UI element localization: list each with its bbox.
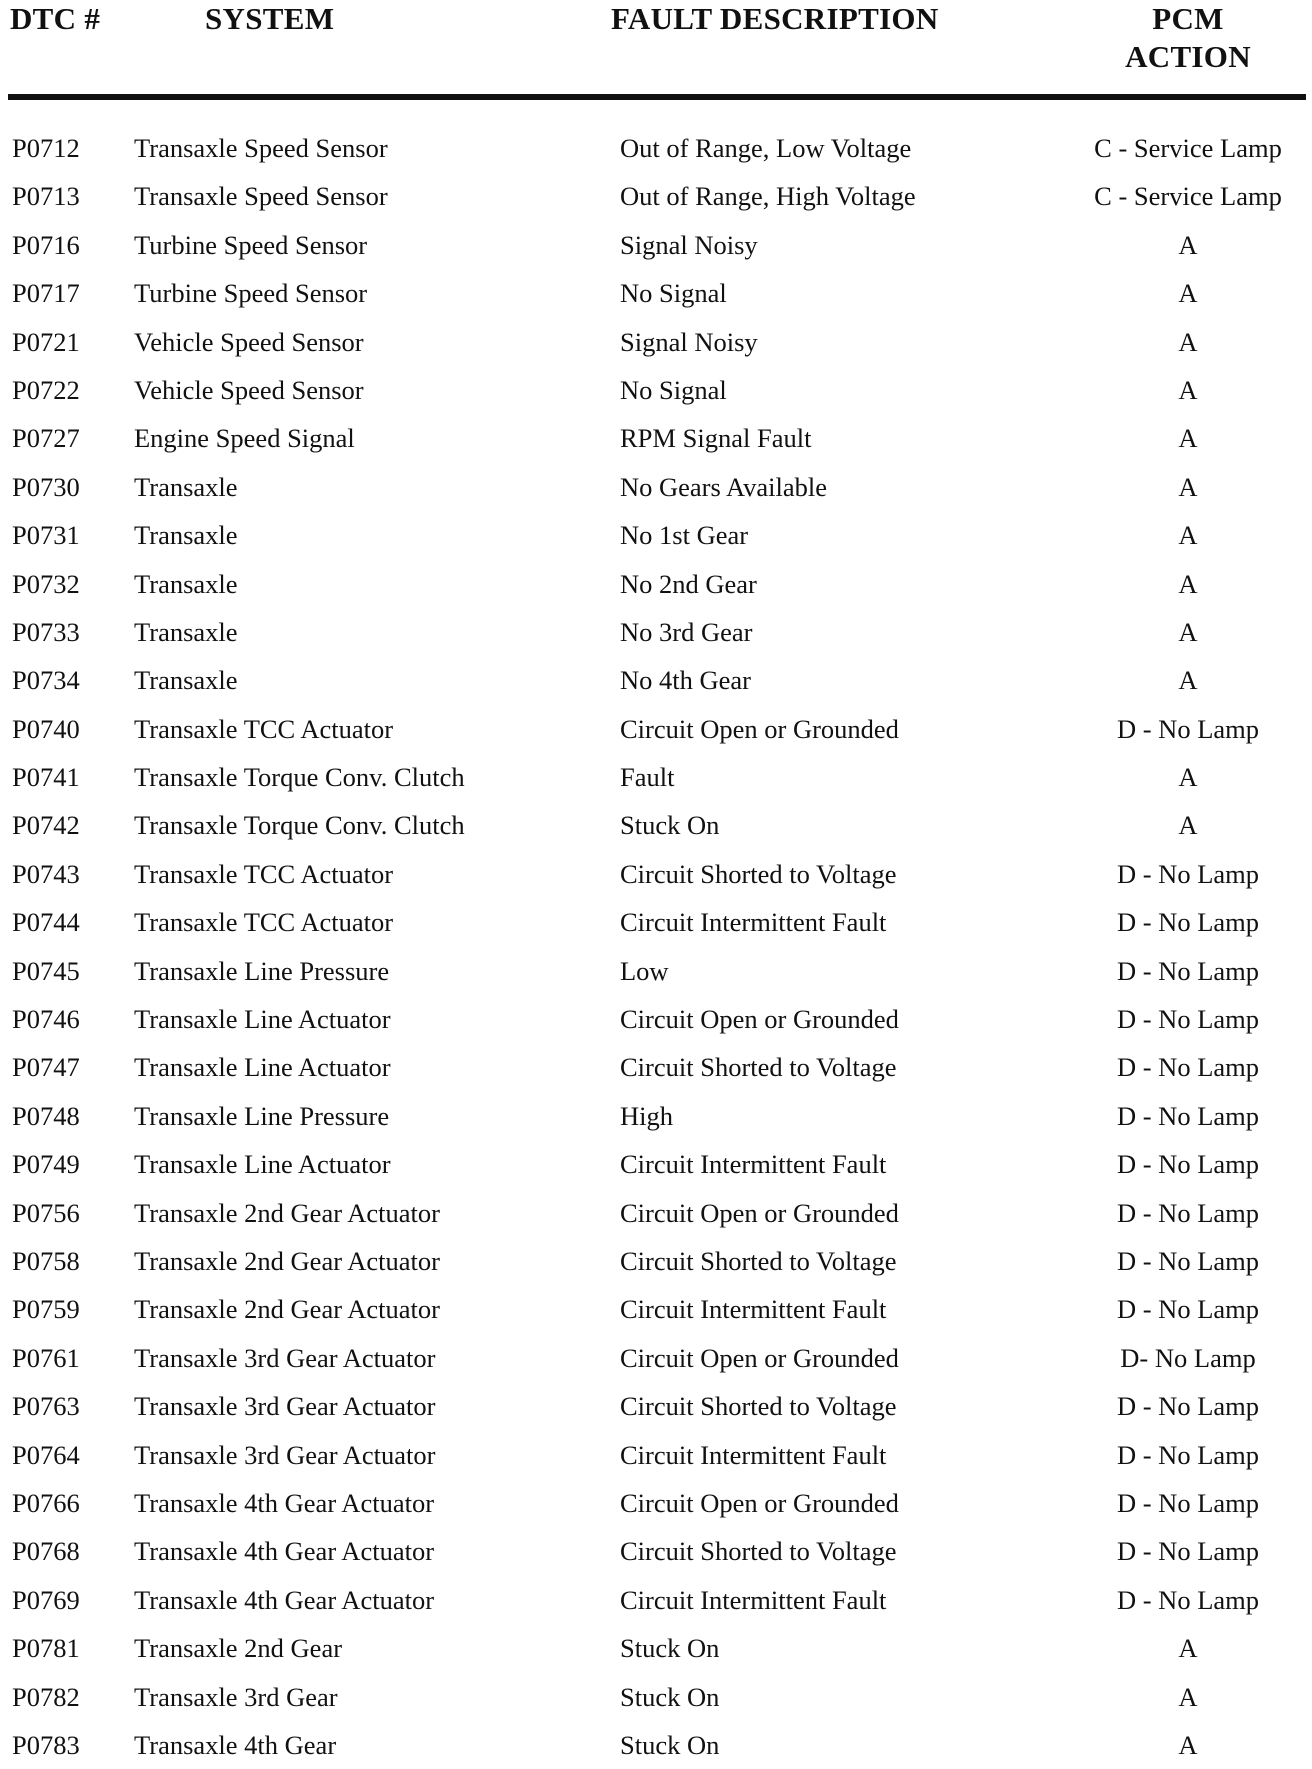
fault-description: Circuit Intermittent Fault [620, 1584, 887, 1615]
fault-description: Circuit Shorted to Voltage [620, 1245, 897, 1276]
table-row [0, 1721, 1312, 1769]
system-name: Transaxle TCC Actuator [134, 858, 394, 889]
table-row [0, 995, 1312, 1043]
header-pcm-line1: PCM [1152, 1, 1224, 36]
pcm-action: A [1178, 1681, 1198, 1712]
pcm-action: D - No Lamp [1116, 1052, 1260, 1083]
table-row [0, 511, 1312, 559]
dtc-code: P0734 [12, 665, 80, 696]
pcm-action: D - No Lamp [1116, 1100, 1260, 1131]
table-row [0, 269, 1312, 317]
dtc-code: P0745 [12, 955, 80, 986]
system-name: Transaxle [134, 568, 238, 599]
pcm-action: A [1178, 229, 1198, 260]
system-name: Transaxle [134, 665, 238, 696]
fault-description: Circuit Shorted to Voltage [620, 858, 897, 889]
fault-description: Circuit Open or Grounded [620, 1004, 899, 1035]
fault-description: No Signal [620, 374, 727, 405]
system-name: Transaxle Speed Sensor [134, 133, 388, 163]
pcm-action: D - No Lamp [1116, 1004, 1260, 1035]
header-dtc: DTC # [10, 1, 101, 36]
system-name: Transaxle 4th Gear Actuator [134, 1487, 435, 1518]
fault-description: No 3rd Gear [620, 616, 753, 647]
header-pcm-action [1078, 0, 1298, 76]
fault-description: Stuck On [620, 1729, 720, 1760]
fault-description: Circuit Intermittent Fault [620, 907, 887, 938]
table-row [0, 560, 1312, 608]
header-fault-description: FAULT DESCRIPTION [611, 1, 939, 36]
table-row [0, 850, 1312, 898]
pcm-action: D - No Lamp [1116, 1536, 1260, 1567]
table-row [0, 753, 1312, 801]
dtc-code: P0722 [12, 374, 80, 405]
system-name: Transaxle Torque Conv. Clutch [134, 762, 465, 793]
table-row [0, 463, 1312, 511]
dtc-code: P0749 [12, 1149, 80, 1180]
dtc-code: P0727 [12, 423, 80, 454]
pcm-action: D - No Lamp [1116, 1584, 1260, 1615]
pcm-action: D - No Lamp [1116, 907, 1260, 938]
system-name: Transaxle 2nd Gear Actuator [134, 1294, 440, 1325]
fault-description: Circuit Open or Grounded [620, 1342, 899, 1373]
table-row [0, 1673, 1312, 1721]
table-row [0, 947, 1312, 995]
header-system: SYSTEM [205, 1, 335, 36]
dtc-code: P0716 [12, 229, 80, 260]
fault-description: Fault [620, 762, 675, 793]
table-row [0, 1431, 1312, 1479]
fault-description: No 2nd Gear [620, 568, 757, 599]
system-name: Transaxle 4th Gear [134, 1729, 337, 1760]
table-row [0, 1092, 1312, 1140]
fault-description: Out of Range, High Voltage [620, 181, 916, 212]
table-row [0, 1479, 1312, 1527]
dtc-code: P0782 [12, 1681, 80, 1712]
dtc-code: P0747 [12, 1052, 80, 1083]
system-name: Vehicle Speed Sensor [134, 326, 364, 357]
dtc-code: P0732 [12, 568, 80, 599]
system-name: Transaxle 2nd Gear Actuator [134, 1197, 440, 1228]
header-divider [8, 94, 1306, 100]
table-row [0, 414, 1312, 462]
fault-description: Out of Range, Low Voltage [620, 133, 912, 163]
pcm-action: D - No Lamp [1116, 1245, 1260, 1276]
dtc-code: P0712 [12, 133, 80, 163]
system-name: Transaxle 3rd Gear Actuator [134, 1439, 436, 1470]
system-name: Transaxle Torque Conv. Clutch [134, 810, 465, 841]
pcm-action: D - No Lamp [1116, 1487, 1260, 1518]
table-row [0, 1334, 1312, 1382]
pcm-action: A [1178, 278, 1198, 309]
dtc-code: P0748 [12, 1100, 80, 1131]
table-row [0, 318, 1312, 366]
pcm-action: A [1178, 665, 1198, 696]
fault-description: Circuit Intermittent Fault [620, 1149, 887, 1180]
dtc-code: P0733 [12, 616, 80, 647]
dtc-code: P0756 [12, 1197, 80, 1228]
table-row [0, 1140, 1312, 1188]
table-row [0, 1189, 1312, 1237]
dtc-code: P0717 [12, 278, 80, 309]
table-row [0, 172, 1312, 220]
system-name: Transaxle Line Actuator [134, 1004, 391, 1035]
system-name: Transaxle 2nd Gear [134, 1633, 343, 1664]
pcm-action: D - No Lamp [1116, 858, 1260, 889]
dtc-code: P0764 [12, 1439, 80, 1470]
fault-description: Circuit Open or Grounded [620, 1197, 899, 1228]
fault-description: Circuit Intermittent Fault [620, 1294, 887, 1325]
header-pcm-line2: ACTION [1125, 39, 1251, 74]
pcm-action: A [1178, 471, 1198, 502]
system-name: Transaxle TCC Actuator [134, 907, 394, 938]
fault-description: Stuck On [620, 1681, 720, 1712]
fault-description: Circuit Intermittent Fault [620, 1439, 887, 1470]
fault-description: Signal Noisy [620, 229, 758, 260]
fault-description: Circuit Open or Grounded [620, 713, 899, 744]
fault-description: Stuck On [620, 810, 720, 841]
pcm-action: A [1178, 762, 1198, 793]
pcm-action: A [1178, 1633, 1198, 1664]
dtc-table-body [0, 124, 1312, 1769]
pcm-action: A [1178, 810, 1198, 841]
fault-description: Circuit Shorted to Voltage [620, 1391, 897, 1422]
fault-description: No Signal [620, 278, 727, 309]
table-row [0, 608, 1312, 656]
dtc-code: P0746 [12, 1004, 80, 1035]
system-name: Transaxle TCC Actuator [134, 713, 394, 744]
system-name: Transaxle Speed Sensor [134, 181, 388, 212]
fault-description: Signal Noisy [620, 326, 758, 357]
table-row [0, 221, 1312, 269]
table-row [0, 705, 1312, 753]
pcm-action: C - Service Lamp [1094, 181, 1282, 212]
system-name: Transaxle 3rd Gear Actuator [134, 1391, 436, 1422]
pcm-action: D - No Lamp [1116, 1439, 1260, 1470]
dtc-code: P0740 [12, 713, 80, 744]
table-row [0, 124, 1312, 172]
dtc-code: P0769 [12, 1584, 80, 1615]
system-name: Transaxle Line Pressure [134, 1100, 390, 1131]
dtc-code: P0730 [12, 471, 80, 502]
table-row [0, 1285, 1312, 1333]
pcm-action: D- No Lamp [1120, 1342, 1256, 1373]
system-name: Vehicle Speed Sensor [134, 374, 364, 405]
dtc-code: P0758 [12, 1245, 80, 1276]
table-row [0, 1527, 1312, 1575]
system-name: Engine Speed Signal [134, 423, 355, 454]
pcm-action: C - Service Lamp [1094, 133, 1282, 163]
dtc-code: P0783 [12, 1729, 80, 1760]
pcm-action: D - No Lamp [1116, 1391, 1260, 1422]
fault-description: Circuit Shorted to Voltage [620, 1052, 897, 1083]
dtc-code: P0721 [12, 326, 80, 357]
system-name: Transaxle Line Actuator [134, 1052, 391, 1083]
fault-description: No 4th Gear [620, 665, 751, 696]
dtc-code: P0742 [12, 810, 80, 841]
table-row [0, 366, 1312, 414]
table-row [0, 1624, 1312, 1672]
table-row [0, 1237, 1312, 1285]
pcm-action: D - No Lamp [1116, 713, 1260, 744]
system-name: Transaxle [134, 471, 238, 502]
fault-description: Circuit Open or Grounded [620, 1487, 899, 1518]
fault-description: Circuit Shorted to Voltage [620, 1536, 897, 1567]
dtc-code: P0731 [12, 520, 80, 551]
pcm-action: A [1178, 616, 1198, 647]
pcm-action: A [1178, 326, 1198, 357]
fault-description: High [620, 1100, 673, 1131]
pcm-action: D - No Lamp [1116, 1197, 1260, 1228]
fault-description: No Gears Available [620, 471, 828, 502]
dtc-code: P0743 [12, 858, 80, 889]
system-name: Transaxle 3rd Gear Actuator [134, 1342, 436, 1373]
system-name: Transaxle 4th Gear Actuator [134, 1584, 435, 1615]
fault-description: No 1st Gear [620, 520, 749, 551]
fault-description: Low [620, 955, 669, 986]
table-row [0, 1382, 1312, 1430]
system-name: Turbine Speed Sensor [134, 229, 368, 260]
fault-description: RPM Signal Fault [620, 423, 812, 454]
dtc-code: P0761 [12, 1342, 80, 1373]
system-name: Transaxle Line Actuator [134, 1149, 391, 1180]
dtc-code: P0713 [12, 181, 80, 212]
table-row [0, 1576, 1312, 1624]
system-name: Transaxle [134, 520, 238, 551]
table-row [0, 656, 1312, 704]
system-name: Turbine Speed Sensor [134, 278, 368, 309]
table-row [0, 1043, 1312, 1091]
pcm-action: D - No Lamp [1116, 1149, 1260, 1180]
pcm-action: D - No Lamp [1116, 1294, 1260, 1325]
dtc-code: P0766 [12, 1487, 80, 1518]
fault-description: Stuck On [620, 1633, 720, 1664]
table-row [0, 801, 1312, 849]
pcm-action: A [1178, 568, 1198, 599]
dtc-code: P0741 [12, 762, 80, 793]
dtc-code: P0768 [12, 1536, 80, 1567]
system-name: Transaxle [134, 616, 238, 647]
pcm-action: A [1178, 423, 1198, 454]
system-name: Transaxle Line Pressure [134, 955, 390, 986]
system-name: Transaxle 4th Gear Actuator [134, 1536, 435, 1567]
system-name: Transaxle 3rd Gear [134, 1681, 338, 1712]
system-name: Transaxle 2nd Gear Actuator [134, 1245, 440, 1276]
pcm-action: A [1178, 520, 1198, 551]
dtc-code: P0759 [12, 1294, 80, 1325]
dtc-code: P0781 [12, 1633, 80, 1664]
dtc-code: P0763 [12, 1391, 80, 1422]
pcm-action: D - No Lamp [1116, 955, 1260, 986]
pcm-action: A [1178, 1729, 1198, 1760]
table-row [0, 898, 1312, 946]
dtc-code: P0744 [12, 907, 80, 938]
pcm-action: A [1178, 374, 1198, 405]
